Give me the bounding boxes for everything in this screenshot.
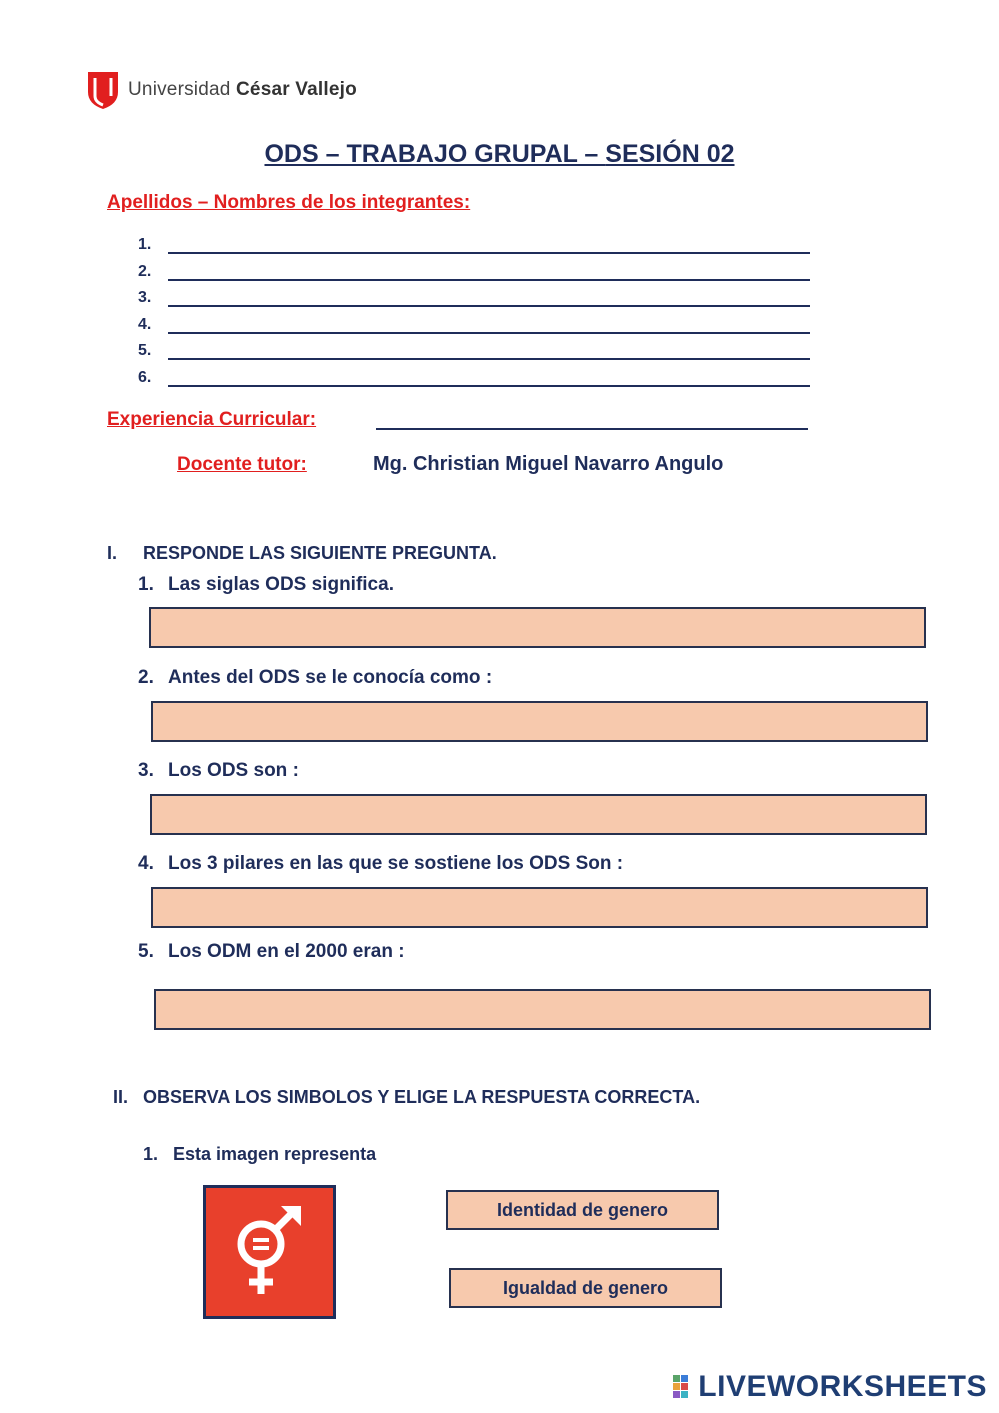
- section-2-numeral: II.: [113, 1087, 129, 1107]
- member-line-3[interactable]: 3.: [138, 289, 810, 307]
- answer-box-4[interactable]: [151, 887, 928, 928]
- section-2-question-1: 1. Esta imagen representa: [143, 1144, 377, 1164]
- university-logo: [86, 70, 357, 110]
- section-1-numeral: I.: [107, 543, 118, 563]
- member-line-2[interactable]: 2.: [138, 263, 810, 281]
- gender-equality-symbol-image: [203, 1185, 336, 1319]
- liveworksheets-text: LIVEWORKSHEETS: [698, 1370, 987, 1403]
- option-identidad-de-genero[interactable]: Identidad de genero: [446, 1190, 719, 1230]
- section-1-title: RESPONDE LAS SIGUIENTE PREGUNTA.: [143, 543, 497, 563]
- gender-equality-icon: [225, 1202, 315, 1302]
- course-input-line[interactable]: [376, 428, 808, 430]
- answer-box-2[interactable]: [151, 701, 928, 742]
- answer-box-5[interactable]: [154, 989, 931, 1030]
- section-2-title: OBSERVA LOS SIMBOLOS Y ELIGE LA RESPUESTA CORRECTA.: [143, 1087, 701, 1107]
- answer-box-3[interactable]: [150, 794, 927, 835]
- liveworksheets-logo: [672, 1370, 987, 1404]
- member-line-1[interactable]: 1.: [138, 236, 810, 254]
- member-line-4[interactable]: 4.: [138, 316, 810, 334]
- logo-text: Universidad César Vallejo: [128, 79, 357, 100]
- tutor-name: Mg. Christian Miguel Navarro Angulo: [373, 453, 724, 475]
- ucv-shield-icon: [86, 70, 120, 110]
- member-line-6[interactable]: 6.: [138, 369, 810, 387]
- page-title: ODS – TRABAJO GRUPAL – SESIÓN 02: [264, 140, 735, 168]
- option-igualdad-de-genero[interactable]: Igualdad de genero: [449, 1268, 722, 1308]
- tutor-label: Docente tutor:: [177, 454, 307, 475]
- question-4: 4. Los 3 pilares en las que se sostiene los ODS Son :: [138, 853, 624, 874]
- question-3: 3. Los ODS son :: [138, 760, 299, 781]
- answer-box-1[interactable]: [149, 607, 926, 648]
- question-1: 1. Las siglas ODS significa.: [138, 574, 394, 595]
- members-label: Apellidos – Nombres de los integrantes:: [107, 192, 471, 213]
- liveworksheets-icon: [672, 1374, 698, 1400]
- question-2: 2. Antes del ODS se le conocía como :: [138, 667, 493, 688]
- member-line-5[interactable]: 5.: [138, 342, 810, 360]
- question-5: 5. Los ODM en el 2000 eran :: [138, 941, 405, 962]
- course-label: Experiencia Curricular:: [107, 409, 317, 430]
